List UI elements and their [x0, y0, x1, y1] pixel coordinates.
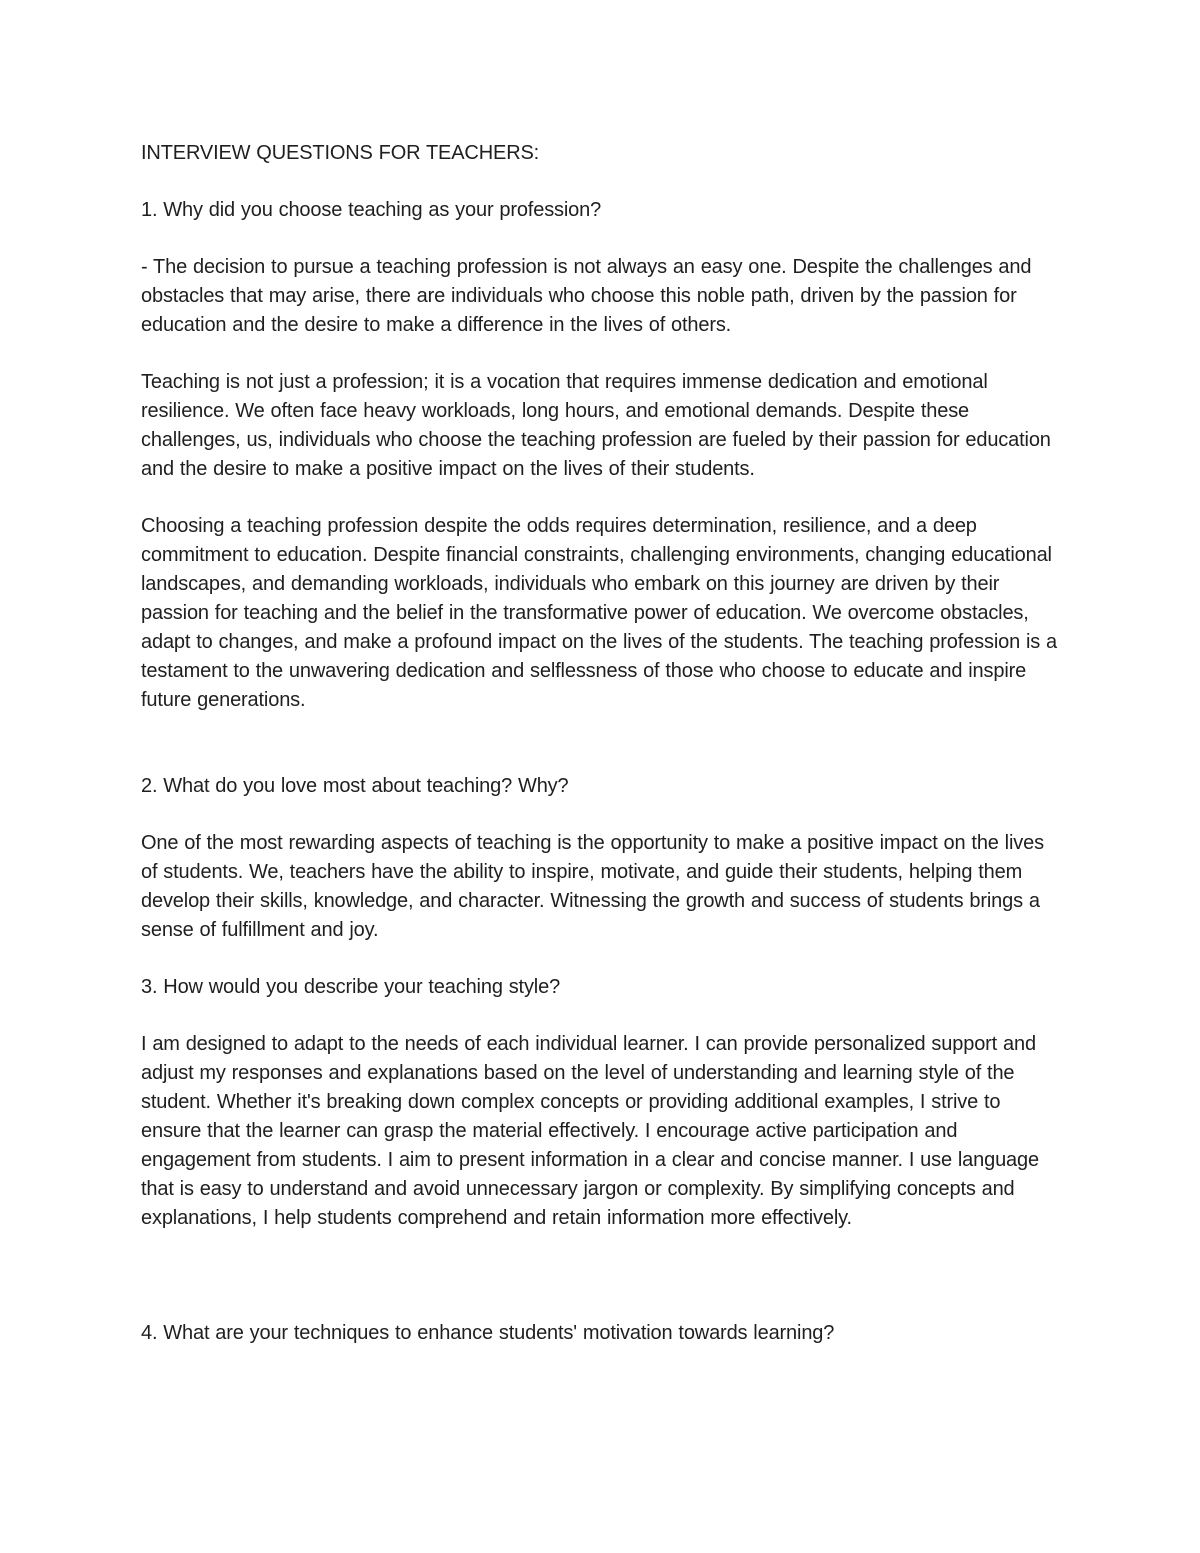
question-1: 1. Why did you choose teaching as your profession?: [141, 199, 602, 221]
question-3: 3. How would you describe your teaching style?: [141, 976, 561, 998]
answer-1-paragraph-1: - The decision to pursue a teaching profession is not always an easy one. Despite the challenges and obstacles that may arise, there are individuals who choose this noble path, driven by the passion for education and the desire to make a difference in the lives of others.: [141, 256, 1032, 336]
answer-2: One of the most rewarding aspects of teaching is the opportunity to make a positive impact on the lives of students. We, teachers have the ability to inspire, motivate, and guide their students, helping them develop their skills, knowledge, and character. Witnessing the growth and success of students brings a sense of fulfillment and joy.: [141, 832, 1044, 941]
question-4: 4. What are your techniques to enhance students' motivation towards learning?: [141, 1322, 835, 1344]
answer-1-paragraph-3: Choosing a teaching profession despite the odds requires determination, resilience, and a deep commitment to education. Despite financial constraints, challenging environments, changing educational landscapes, and demanding workloads, individuals who embark on this journey are driven by their passion for teaching and the belief in the transformative power of education. We overcome obstacles, adapt to changes, and make a profound impact on the lives of the students. The teaching profession is a testament to the unwavering dedication and selflessness of those who choose to educate and inspire future generations.: [141, 515, 1057, 711]
document-title: INTERVIEW QUESTIONS FOR TEACHERS:: [141, 142, 540, 164]
question-2: 2. What do you love most about teaching? Why?: [141, 775, 569, 797]
document-body: [141, 139, 1066, 1348]
answer-1-paragraph-2: Teaching is not just a profession; it is a vocation that requires immense dedication and emotional resilience. We often face heavy workloads, long hours, and emotional demands. Despite these challenges, us, individuals who choose the teaching profession are fueled by their passion for education and the desire to make a positive impact on the lives of their students.: [141, 371, 1051, 480]
answer-3: I am designed to adapt to the needs of each individual learner. I can provide personalized support and adjust my responses and explanations based on the level of understanding and learning style of the student. Whether it's breaking down complex concepts or providing additional examples, I strive to ensure that the learner can grasp the material effectively. I encourage active participation and engagement from students. I aim to present information in a clear and concise manner. I use language that is easy to understand and avoid unnecessary jargon or complexity. By simplifying concepts and explanations, I help students comprehend and retain information more effectively.: [141, 1033, 1039, 1229]
